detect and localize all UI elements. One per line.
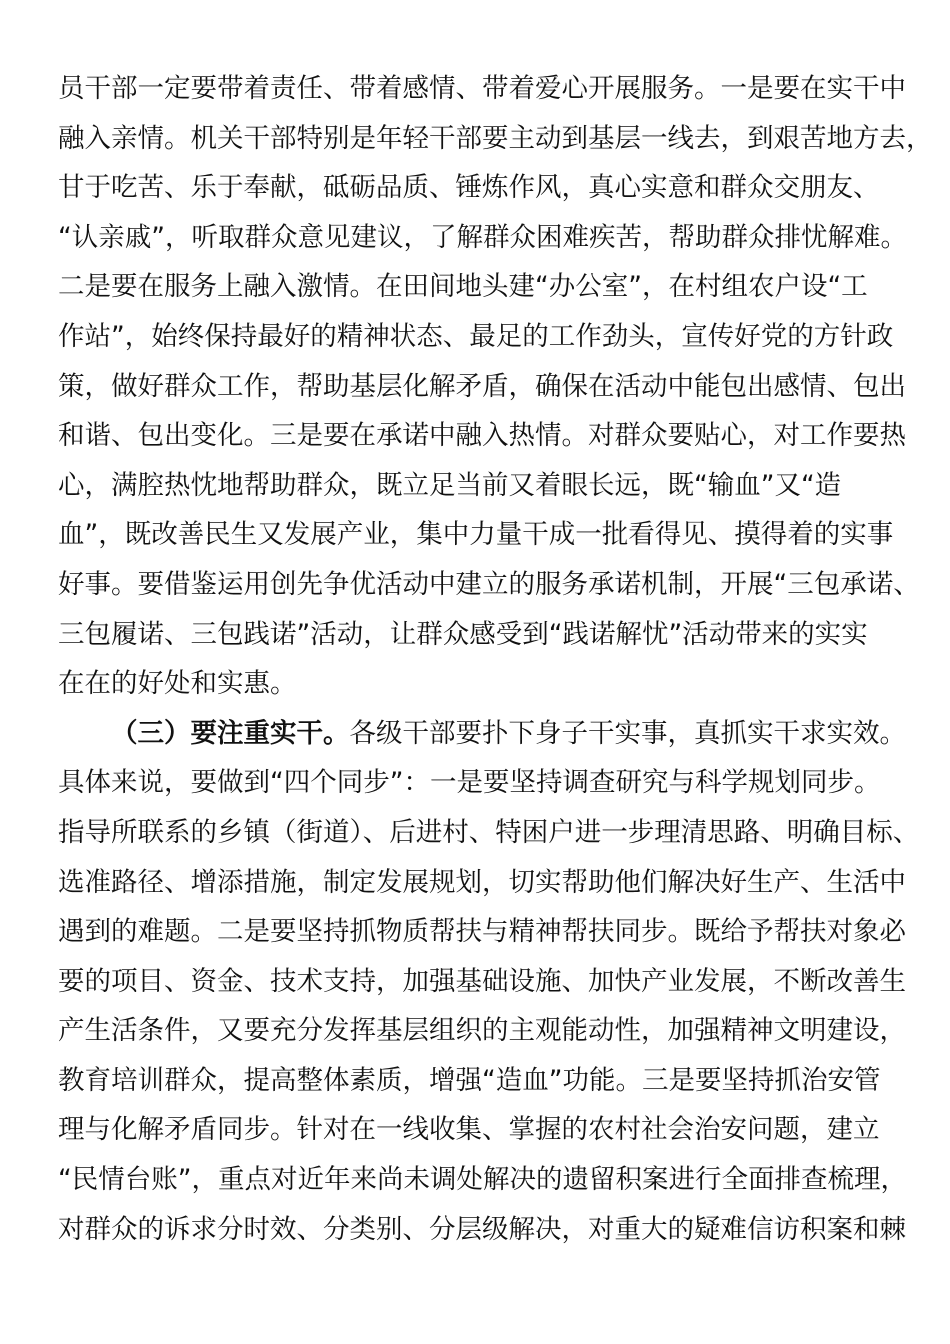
section-heading: （三）要注重实干。 bbox=[111, 717, 350, 749]
text-line: 二是要在服务上融入激情。在田间地头建“办公室”，在村组农户设“工 bbox=[58, 271, 868, 303]
text-line: 作站”，始终保持最好的精神状态、最足的工作劲头，宣传好党的方针政 bbox=[58, 320, 894, 352]
text-line: 策，做好群众工作，帮助基层化解矛盾，确保在活动中能包出感情、包出 bbox=[58, 370, 906, 402]
text-line: 产生活条件，又要充分发挥基层组织的主观能动性，加强精神文明建设， bbox=[58, 1015, 906, 1047]
text-line: 指导所联系的乡镇（街道）、后进村、特困户进一步理清思路、明确目标、 bbox=[58, 816, 920, 848]
text-line: 血”，既改善民生又发展产业，集中力量干成一批看得见、摸得着的实事 bbox=[58, 519, 894, 551]
text-line: “民情台账”，重点对近年来尚未调处解决的遗留积案进行全面排查梳理， bbox=[58, 1164, 907, 1196]
text-line: 对群众的诉求分时效、分类别、分层级解决，对重大的疑难信访积案和棘 bbox=[58, 1213, 906, 1245]
text-line: 具体来说，要做到“四个同步”：一是要坚持调查研究与科学规划同步。 bbox=[58, 767, 881, 799]
text-line: 融入亲情。机关干部特别是年轻干部要主动到基层一线去，到艰苦地方去， bbox=[58, 122, 933, 154]
text-line: “认亲戚”，听取群众意见建议，了解群众困难疾苦，帮助群众排忧解难。 bbox=[58, 221, 907, 253]
text-line: 选准路径、增添措施，制定发展规划，切实帮助他们解决好生产、生活中 bbox=[58, 866, 906, 898]
body-text bbox=[58, 64, 933, 1254]
section-heading-line bbox=[58, 709, 906, 759]
text-line: 心，满腔热忱地帮助群众，既立足当前又着眼长远，既“输血”又“造 bbox=[58, 469, 842, 501]
text-line: 在在的好处和实惠。 bbox=[58, 668, 297, 700]
text-line: 三包履诺、三包践诺”活动，让群众感受到“践诺解忧”活动带来的实实 bbox=[58, 618, 868, 650]
text-line: 好事。要借鉴运用创先争优活动中建立的服务承诺机制，开展“三包承诺、 bbox=[58, 568, 920, 600]
section-heading-text: 各级干部要扑下身子干实事，真抓实干求实效。 bbox=[349, 717, 906, 749]
text-line: 遇到的难题。二是要坚持抓物质帮扶与精神帮扶同步。既给予帮扶对象必 bbox=[58, 916, 906, 948]
text-line: 员干部一定要带着责任、带着感情、带着爱心开展服务。一是要在实干中 bbox=[58, 73, 906, 104]
text-line: 和谐、包出变化。三是要在承诺中融入热情。对群众要贴心，对工作要热 bbox=[58, 420, 906, 452]
text-line: 甘于吃苦、乐于奉献，砥砺品质、锤炼作风，真心实意和群众交朋友、 bbox=[58, 172, 880, 204]
text-line: 教育培训群众，提高整体素质，增强“造血”功能。三是要坚持抓治安管 bbox=[58, 1064, 881, 1096]
text-line: 理与化解矛盾同步。针对在一线收集、掌握的农村社会治安问题，建立 bbox=[58, 1114, 880, 1146]
text-line: 要的项目、资金、技术支持，加强基础设施、加快产业发展，不断改善生 bbox=[58, 965, 906, 997]
